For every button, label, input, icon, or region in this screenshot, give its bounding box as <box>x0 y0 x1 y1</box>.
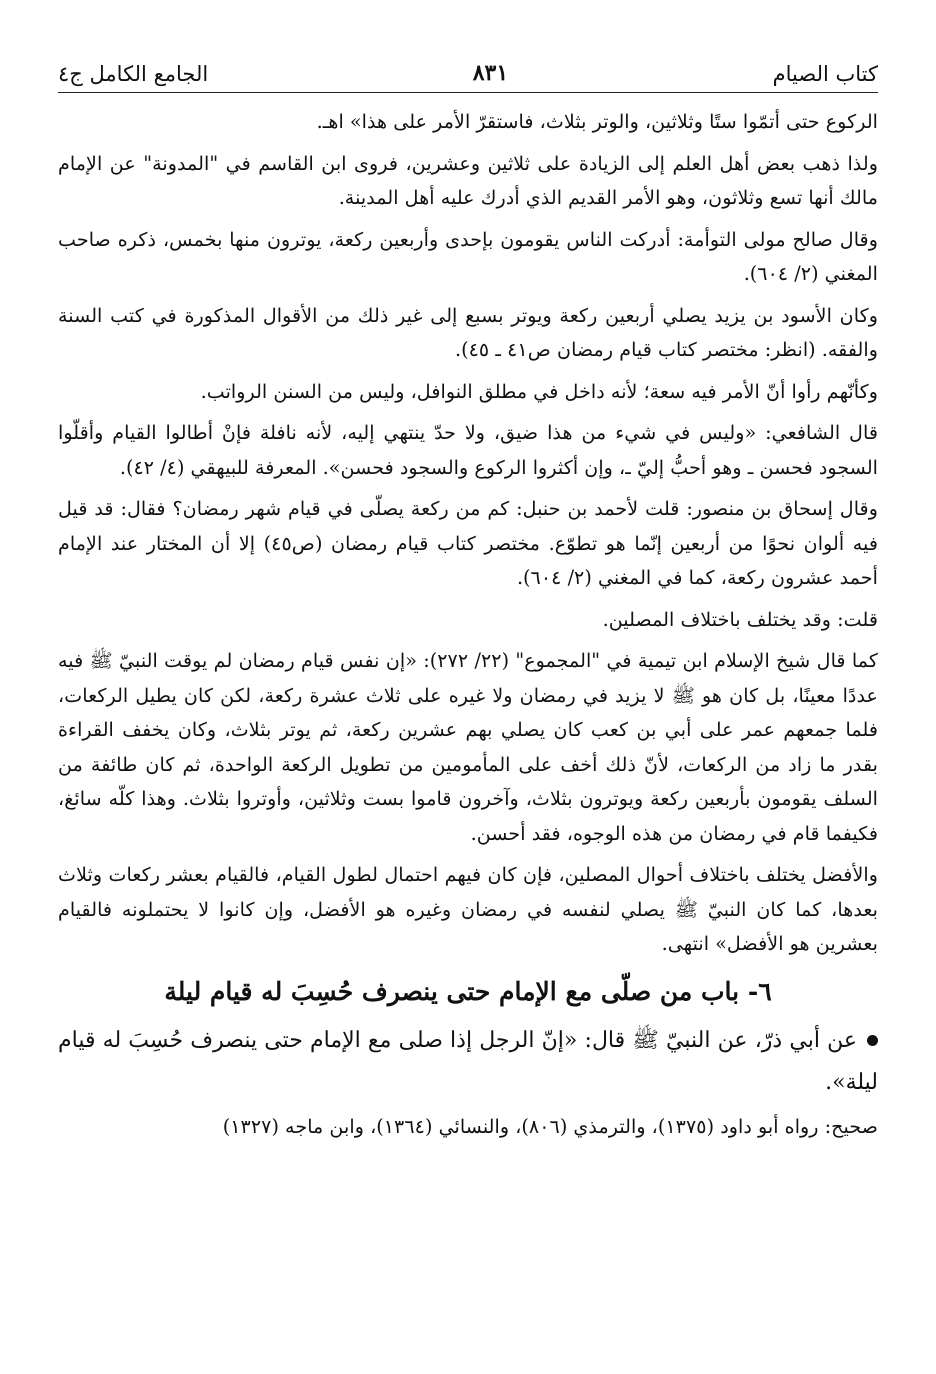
paragraph: كما قال شيخ الإسلام ابن تيمية في "المجموع" (٢٢/ ٢٧٢): «إن نفس قيام رمضان لم يوقت النبيّ ﷺ فيه عددًا معينًا، بل كان هو ﷺ لا يزيد في رمضان ولا غيره على ثلاث عشرة ركعة، لكن كان يطيل الركعات، فلما جمعهم عمر على أبي بن كعب كان يصلي بهم عشرين ركعة، ثم يوتر بثلاث، وكان يخفف القراءة بقدر ما زاد من الركعات، لأنّ ذلك أخف على المأمومين من تطويل الركعة الواحدة، ثم كان طائفة من السلف يقومون بأربعين ركعة ويوترون بثلاث، وآخرون قاموا بست وثلاثين، وأوتروا بثلاث. وهذا كلّه سائغ، فكيفما قام في رمضان من هذه الوجوه، فقد أحسن. <box>58 649 878 845</box>
paragraph: وقال إسحاق بن منصور: قلت لأحمد بن حنبل: كم من ركعة يصلّى في قيام شهر رمضان؟ فقال: قد قيل فيه ألوان نحوًا من أربعين إنّما هو تطوّع. مختصر كتاب قيام رمضان (ص٤٥) إلا أن المختار عند الإمام أحمد عشرون ركعة، كما في المغني (٢/ ٦٠٤). <box>58 497 878 589</box>
paragraph: ولذا ذهب بعض أهل العلم إلى الزيادة على ثلاثين وعشرين، فروى ابن القاسم في "المدونة" عن الإمام مالك أنها تسع وثلاثون، وهو الأمر القديم الذي أدرك عليه أهل المدينة. <box>58 151 878 209</box>
paragraph: وكأنّهم رأوا أنّ الأمر فيه سعة؛ لأنه داخل في مطلق النوافل، وليس من السنن الرواتب. <box>200 379 878 403</box>
hadith-text <box>58 1020 878 1104</box>
page-number: ٨٣١ <box>472 60 509 86</box>
book-title: الجامع الكامل ج٤ <box>58 62 209 86</box>
paragraph: والأفضل يختلف باختلاف أحوال المصلين، فإن كان فيهم احتمال لطول القيام، فالقيام بعشر ركعات وثلاث بعدها، كما كان النبيّ ﷺ يصلي لنفسه في رمضان وغيره هو الأفضل، وإن كانوا لا يحتملونه فالقيام بعشرين هو الأفضل» انتهى. <box>58 863 878 955</box>
paragraph: قلت: وقد يختلف باختلاف المصلين. <box>602 607 878 631</box>
bullet-icon <box>867 1035 878 1046</box>
page-header <box>58 52 878 86</box>
book-page <box>58 52 878 1354</box>
chapter-heading: ٦- باب من صلّى مع الإمام حتى ينصرف حُسِبَ له قيام ليلة <box>164 976 772 1006</box>
hadith-body: عن أبي ذرّ، عن النبيّ ﷺ قال: «إنّ الرجل إذا صلى مع الإمام حتى ينصرف حُسِبَ له قيام ليلة». <box>58 1027 878 1095</box>
paragraph: قال الشافعي: «وليس في شيء من هذا ضيق، ولا حدّ ينتهي إليه، لأنه نافلة فإنْ أطالوا القيام وأقلّوا السجود فحسن ـ وهو أحبُّ إليّ ـ، وإن أكثروا الركوع والسجود فحسن». المعرفة للبيهقي (٤/ ٤٢). <box>58 421 878 479</box>
paragraph: الركوع حتى أتمّوا ستًا وثلاثين، والوتر بثلاث، فاستقرّ الأمر على هذا» اهـ. <box>316 110 878 133</box>
paragraph: وقال صالح مولى التوأمة: أدركت الناس يقومون بإحدى وأربعين ركعة، يوترون منها بخمس، ذكره صاحب المغني (٢/ ٦٠٤). <box>58 227 878 285</box>
paragraph: وكان الأسود بن يزيد يصلي أربعين ركعة ويوتر بسبع إلى غير ذلك من الأقوال المذكورة في كتب السنة والفقه. (انظر: مختصر كتاب قيام رمضان ص٤١ ـ ٤٥). <box>58 303 878 361</box>
book-section-title: كتاب الصيام <box>772 62 878 86</box>
hadith-source: صحيح: رواه أبو داود (١٣٧٥)، والترمذي (٨٠٦)، والنسائي (١٣٦٤)، وابن ماجه (١٣٢٧) <box>222 1114 878 1138</box>
header-divider <box>58 92 878 93</box>
